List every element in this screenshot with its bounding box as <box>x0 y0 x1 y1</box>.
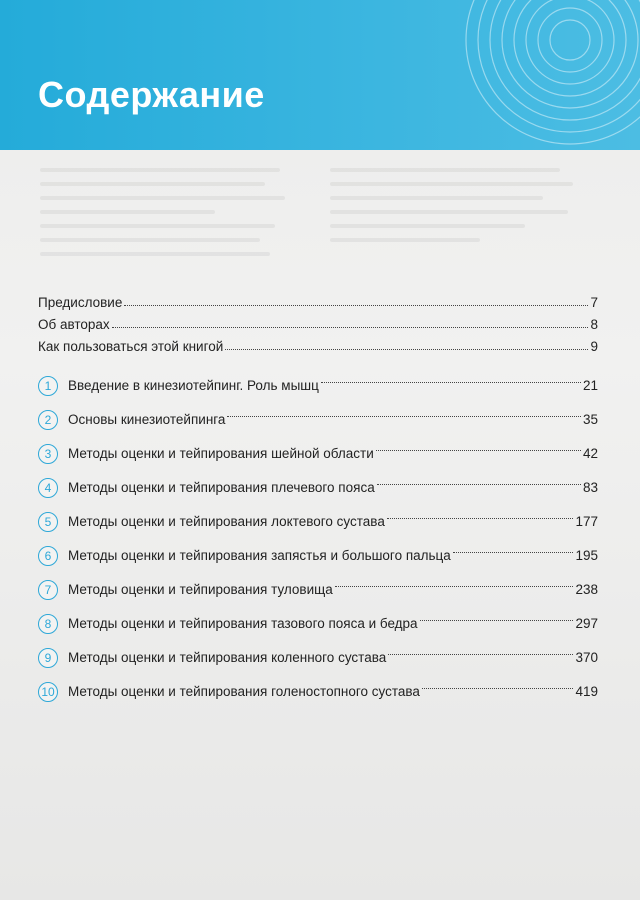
chapter-number-badge: 9 <box>38 648 58 668</box>
toc-chapter-label: Методы оценки и тейпирования голеностопного сустава <box>68 684 420 699</box>
chapter-number-badge: 7 <box>38 580 58 600</box>
chapter-number-badge: 2 <box>38 410 58 430</box>
toc-chapter-7[interactable] <box>38 578 598 602</box>
table-of-contents <box>38 0 598 900</box>
toc-entry-label: Как пользоваться этой книгой <box>38 339 224 354</box>
toc-entry-preface[interactable] <box>38 292 598 310</box>
toc-entry-about-authors[interactable] <box>38 314 598 332</box>
toc-entry-page: 8 <box>590 317 598 332</box>
chapter-number-badge: 6 <box>38 546 58 566</box>
toc-chapter-page: 35 <box>582 412 598 427</box>
toc-chapter-page: 177 <box>575 514 598 529</box>
toc-chapter-label: Методы оценки и тейпирования туловища <box>68 582 333 597</box>
toc-chapter-label: Методы оценки и тейпирования шейной области <box>68 446 374 461</box>
chapter-number-badge: 8 <box>38 614 58 634</box>
toc-entry-label: Об авторах <box>38 317 110 332</box>
toc-chapter-10[interactable] <box>38 680 598 704</box>
toc-entry-page: 9 <box>590 339 598 354</box>
dot-leader <box>225 348 588 350</box>
toc-entry-how-to-use[interactable] <box>38 336 598 354</box>
toc-chapter-9[interactable] <box>38 646 598 670</box>
toc-chapter-8[interactable] <box>38 612 598 636</box>
toc-chapter-page: 370 <box>575 650 598 665</box>
dot-leader <box>387 517 574 519</box>
toc-chapter-page: 419 <box>575 684 598 699</box>
chapter-number-badge: 10 <box>38 682 58 702</box>
dot-leader <box>420 619 574 621</box>
dot-leader <box>227 415 581 417</box>
dot-leader <box>376 449 581 451</box>
toc-chapter-page: 297 <box>575 616 598 631</box>
dot-leader <box>112 326 589 328</box>
toc-chapter-label: Введение в кинезиотейпинг. Роль мышц <box>68 378 319 393</box>
toc-chapter-2[interactable] <box>38 408 598 432</box>
toc-chapter-label: Методы оценки и тейпирования тазового пояса и бедра <box>68 616 418 631</box>
dot-leader <box>453 551 574 553</box>
dot-leader <box>422 687 574 689</box>
chapter-number-badge: 5 <box>38 512 58 532</box>
chapter-number-badge: 1 <box>38 376 58 396</box>
toc-chapter-page: 21 <box>582 378 598 393</box>
toc-chapter-1[interactable] <box>38 374 598 398</box>
chapter-number-badge: 4 <box>38 478 58 498</box>
dot-leader <box>321 381 581 383</box>
dot-leader <box>377 483 581 485</box>
toc-chapter-label: Методы оценки и тейпирования коленного сустава <box>68 650 387 665</box>
dot-leader <box>124 304 588 306</box>
chapter-number-badge: 3 <box>38 444 58 464</box>
toc-chapter-3[interactable] <box>38 442 598 466</box>
dot-leader <box>335 585 574 587</box>
dot-leader <box>388 653 573 655</box>
toc-chapter-label: Методы оценки и тейпирования запястья и большого пальца <box>68 548 451 563</box>
toc-chapter-page: 42 <box>582 446 598 461</box>
toc-chapter-page: 83 <box>582 480 598 495</box>
page-title: Содержание <box>38 74 265 115</box>
toc-chapter-label: Методы оценки и тейпирования локтевого сустава <box>68 514 385 529</box>
toc-chapter-5[interactable] <box>38 510 598 534</box>
toc-chapter-4[interactable] <box>38 476 598 500</box>
toc-chapter-6[interactable] <box>38 544 598 568</box>
toc-entry-page: 7 <box>590 295 598 310</box>
toc-chapter-label: Методы оценки и тейпирования плечевого пояса <box>68 480 375 495</box>
toc-entry-label: Предисловие <box>38 295 123 310</box>
toc-chapter-label: Основы кинезиотейпинга <box>68 412 226 427</box>
toc-chapter-page: 195 <box>575 548 598 563</box>
toc-chapter-page: 238 <box>575 582 598 597</box>
